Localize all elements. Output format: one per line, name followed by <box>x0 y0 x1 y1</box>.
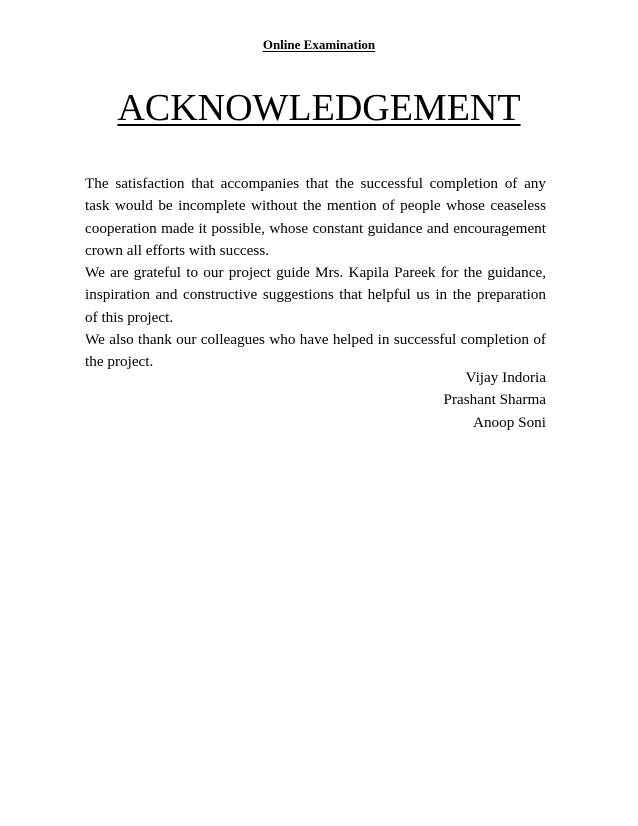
paragraph-satisfaction: The satisfaction that accompanies that the successful completion of any task would be incomplete without the mention of people whose ceaseless cooperation made it possible, whose constant guidance and encouragement crown all efforts with success. <box>85 175 546 259</box>
signatory-name: Anoop Soni <box>473 413 546 431</box>
paragraph-colleagues: We also thank our colleagues who have helped in successful completion of the project. <box>85 331 546 371</box>
signatory-name: Prashant Sharma <box>443 391 546 409</box>
signatures-block <box>444 367 547 434</box>
page-title: ACKNOWLEDGEMENT <box>117 87 521 129</box>
paragraph-project-guide: We are grateful to our project guide Mrs. Kapila Pareek for the guidance, inspiration and constructive suggestions that helpful us in the preparation of this project. <box>85 264 546 326</box>
signatory-name: Vijay Indoria <box>465 369 546 386</box>
acknowledgement-body <box>85 173 546 374</box>
running-header: Online Examination <box>262 37 376 52</box>
